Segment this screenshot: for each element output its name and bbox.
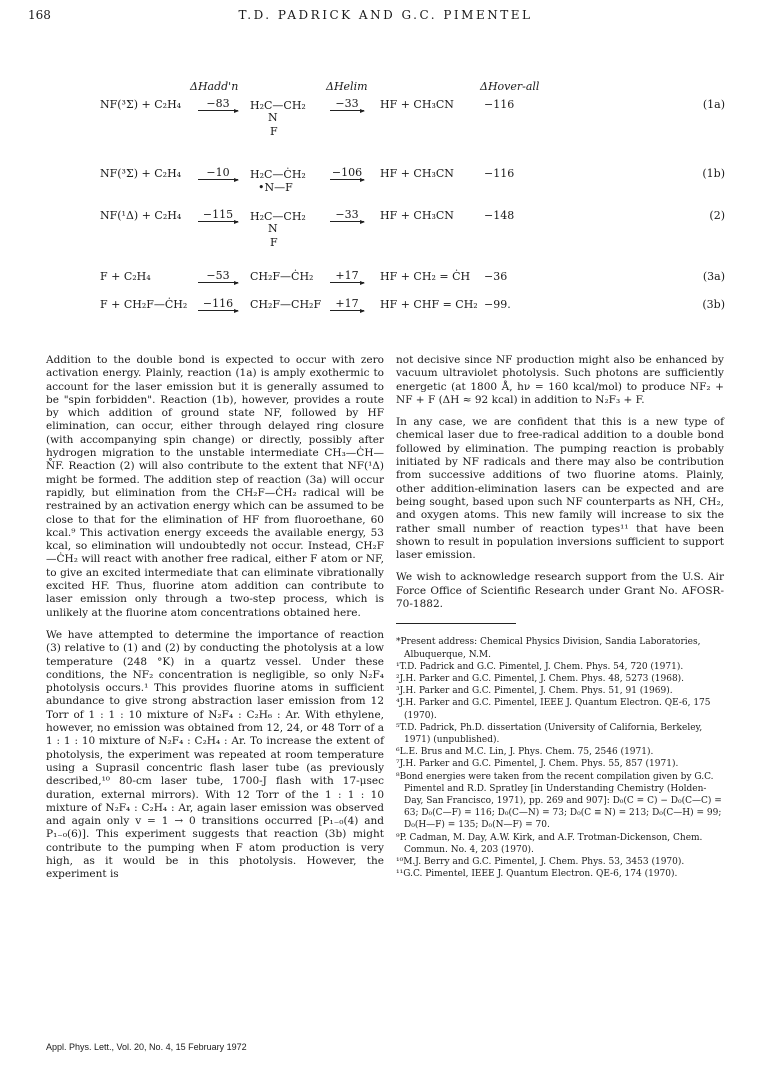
arrow-elim-3a: +17 xyxy=(330,269,364,283)
page-number: 168 xyxy=(28,8,51,22)
intermediate-1b: H₂C—ĊH₂ xyxy=(250,168,306,181)
intermediate-3a: CH₂F—ĊH₂ xyxy=(250,270,314,283)
header-dh-elimination: ΔHelim xyxy=(326,80,368,93)
left-column xyxy=(46,354,384,891)
footnote: ⁶L.E. Brus and M.C. Lin, J. Phys. Chem. 75, 2546 (1971). xyxy=(396,747,654,758)
footnote: ⁵T.D. Padrick, Ph.D. dissertation (University of California, Berkeley, 1971) (unpublished). xyxy=(396,722,703,745)
header-dh-overall: ΔHover-all xyxy=(480,80,540,93)
label-1a: (1a) xyxy=(702,98,725,111)
intermediate-1a: H₂C—CH₂ xyxy=(250,99,306,112)
label-2: (2) xyxy=(709,209,725,222)
overall-1b: −116 xyxy=(484,167,515,180)
arrow-elim-3b: +17 xyxy=(330,297,364,311)
journal-citation: Appl. Phys. Lett., Vol. 20, No. 4, 15 February 1972 xyxy=(46,1042,247,1052)
arrow-add-2: −115 xyxy=(198,208,238,222)
body-paragraph: We have attempted to determine the importance of reaction (3) relative to (1) and (2) by conducting the photolysis at a low temperature (248 °K) in a quartz vessel. Under these conditions, the NF₂ concentration is negligible, so only N₂F₄ photolysis occurs.¹ This provides fluorine atoms in sufficient abundance to give strong abstraction laser emission from 12 Torr of 1 : 1 : 10 mixture of N₂F₄ : C₂H₆ : Ar. With ethylene, however, no emission was obtained from 12, 24, or 48 Torr of a 1 : 1 : 10 mixture of N₂F₄ : C₂H₄ : Ar. To increase the extent of photolysis, the experiment was repeated at room temperature using a Suprasil concentric flash laser tube (as previously described,¹⁰ 80-cm laser tube, 1700-J flash with 17-μsec duration, external mirrors). With 12 Torr of the 1 : 1 : 10 mixture of N₂F₄ : C₂H₄ : Ar, again laser emission was observed and again only v = 1 → 0 transitions occurred [P₁₋₀(4) and P₁₋₀(6)]. This experiment suggests that reaction (3b) might contribute to the pumping when F atom production is very high, as it would be in this photolysis. However, the experiment is xyxy=(46,628,384,881)
product-1a: HF + CH₃CN xyxy=(380,98,454,111)
intermediate-1b-nf: •N—F xyxy=(258,181,293,194)
reactant-2: NF(¹Δ) + C₂H₄ xyxy=(100,209,182,222)
right-column xyxy=(396,354,724,880)
overall-3b: −99. xyxy=(484,298,511,311)
arrow-add-3a: −53 xyxy=(198,269,238,283)
overall-1a: −116 xyxy=(484,98,515,111)
footnote-divider xyxy=(396,623,516,624)
intermediate-3b: CH₂F—CH₂F xyxy=(250,298,322,311)
arrow-elim-1a: −33 xyxy=(330,97,364,111)
arrow-add-1a: −83 xyxy=(198,97,238,111)
footnote: ³J.H. Parker and G.C. Pimentel, J. Chem. Phys. 51, 91 (1969). xyxy=(396,686,673,697)
label-3b: (3b) xyxy=(702,298,725,311)
reactant-3a: F + C₂H₄ xyxy=(100,270,151,283)
arrow-add-3b: −116 xyxy=(198,297,238,311)
body-paragraph: Addition to the double bond is expected to occur with zero activation energy. Plainly, reaction (1a) is amply exothermic to account for the laser emission but it is generally assumed to be "spin forbidden". Reaction (1b), however, provides a route by which addition of ground state NF, followed by HF elimination, can occur, either through delayed ring closure (with accompanying spin change) or directly, possibly after hydrogen migration to the unstable intermediate CH₃—ĊH—N̊F. Reaction (2) will also contribute to the extent that NF(¹Δ) might be formed. The addition step of reaction (3a) will occur rapidly, but elimination from the CH₂F—ĊH₂ radical will be restrained by an activation energy which can be assumed to be close to that for the elimination of HF from fluoroethane, 60 kcal.⁹ This activation energy exceeds the available energy, 53 kcal, so elimination will undoubtedly not occur. Instead, CH₂F—ĊH₂ will react with another free radical, either F atom or NF, to give an excited intermediate that can eliminate vibrationally excited HF. Thus, fluorine atom addition can contribute to laser emission only through a two-step process, which is unlikely at the fluorine atom concentrations obtained here. xyxy=(46,354,384,619)
arrow-elim-1b: −106 xyxy=(331,166,363,179)
label-1b: (1b) xyxy=(702,167,725,180)
footnote: ⁷J.H. Parker and G.C. Pimentel, J. Chem. Phys. 55, 857 (1971). xyxy=(396,759,679,770)
reaction-scheme xyxy=(0,0,771,340)
arrow-elim-2: −33 xyxy=(330,208,364,222)
reactant-3b: F + CH₂F—ĊH₂ xyxy=(100,298,188,311)
overall-2: −148 xyxy=(484,209,515,222)
arrow-add-1b: −10 xyxy=(198,166,238,180)
reactant-1b: NF(³Σ) + C₂H₄ xyxy=(100,167,182,180)
footnote: *Present address: Chemical Physics Division, Sandia Laboratories, Albuquerque, N.M. xyxy=(396,637,701,660)
intermediate-2: H₂C—CH₂ xyxy=(250,210,306,223)
intermediate-2-f: F xyxy=(270,236,278,249)
body-paragraph: not decisive since NF production might also be enhanced by vacuum ultraviolet photolysis. Such photons are sufficiently energetic (at 1800 Å, hν = 160 kcal/mol) to produce NF₂ + NF + F (ΔH ≈ 92 kcal) in addition to N₂F₃ + F. xyxy=(396,354,724,406)
label-3a: (3a) xyxy=(702,270,725,283)
product-1b: HF + CH₃CN xyxy=(380,167,454,180)
footnote: ²J.H. Parker and G.C. Pimentel, J. Chem. Phys. 48, 5273 (1968). xyxy=(396,673,685,684)
product-2: HF + CH₃CN xyxy=(380,209,454,222)
running-title: T.D. PADRICK AND G.C. PIMENTEL xyxy=(238,8,533,22)
reactant-1a: NF(³Σ) + C₂H₄ xyxy=(100,98,182,111)
footnote: ⁹P. Cadman, M. Day, A.W. Kirk, and A.F. Trotman-Dickenson, Chem. Commun. No. 4, 203 (1970). xyxy=(396,832,703,855)
product-3a: HF + CH₂ = ĊH xyxy=(380,270,471,283)
body-paragraph: In any case, we are confident that this is a new type of chemical laser due to free-radical addition to a double bond followed by elimination. The pumping reaction is probably initiated by NF radicals and there may also be contribution from successive additions of two fluorine atoms. Plainly, other addition-elimination lasers can be expected and are being sought, based upon such NF counterparts as NH, CH₂, and oxygen atoms. This new family will increase to six the rather small number of reaction types¹¹ that have been shown to result in population inversions sufficient to support laser emission. xyxy=(396,416,724,562)
footnote: ¹T.D. Padrick and G.C. Pimentel, J. Chem. Phys. 54, 720 (1971). xyxy=(396,661,684,672)
footnotes xyxy=(396,636,724,880)
header-dh-addition: ΔHadd'n xyxy=(190,80,239,93)
overall-3a: −36 xyxy=(484,270,508,283)
footnote: ¹¹G.C. Pimentel, IEEE J. Quantum Electron. QE-6, 174 (1970). xyxy=(396,869,678,880)
product-3b: HF + CHF = CH₂ xyxy=(380,298,478,311)
footnote: ⁴J.H. Parker and G.C. Pimentel, IEEE J. Quantum Electron. QE-6, 175 (1970). xyxy=(396,698,711,721)
intermediate-2-n: N xyxy=(268,222,278,235)
intermediate-1a-f: F xyxy=(270,125,278,138)
footnote: ¹⁰M.J. Berry and G.C. Pimentel, J. Chem. Phys. 53, 3453 (1970). xyxy=(396,857,685,867)
footnote: ⁸Bond energies were taken from the recent compilation given by G.C. Pimentel and R.D. Spratley [in Understanding Chemistry (Holden-Day, San Francisco, 1971), pp. 269 and 907]: D₀(C = C) − D₀(C—C) = 63; D₀(C—F) = 116; D₀(C—N) = 73; D₀(C ≡ N) = 213; D₀(C—H) = 99; D₀(H—F) = 135; D₀(N—F) = 70. xyxy=(396,771,722,831)
acknowledgment: We wish to acknowledge research support from the U.S. Air Force Office of Scientific Research under Grant No. AFOSR-70-1882. xyxy=(396,571,724,611)
intermediate-1a-n: N xyxy=(268,111,278,124)
